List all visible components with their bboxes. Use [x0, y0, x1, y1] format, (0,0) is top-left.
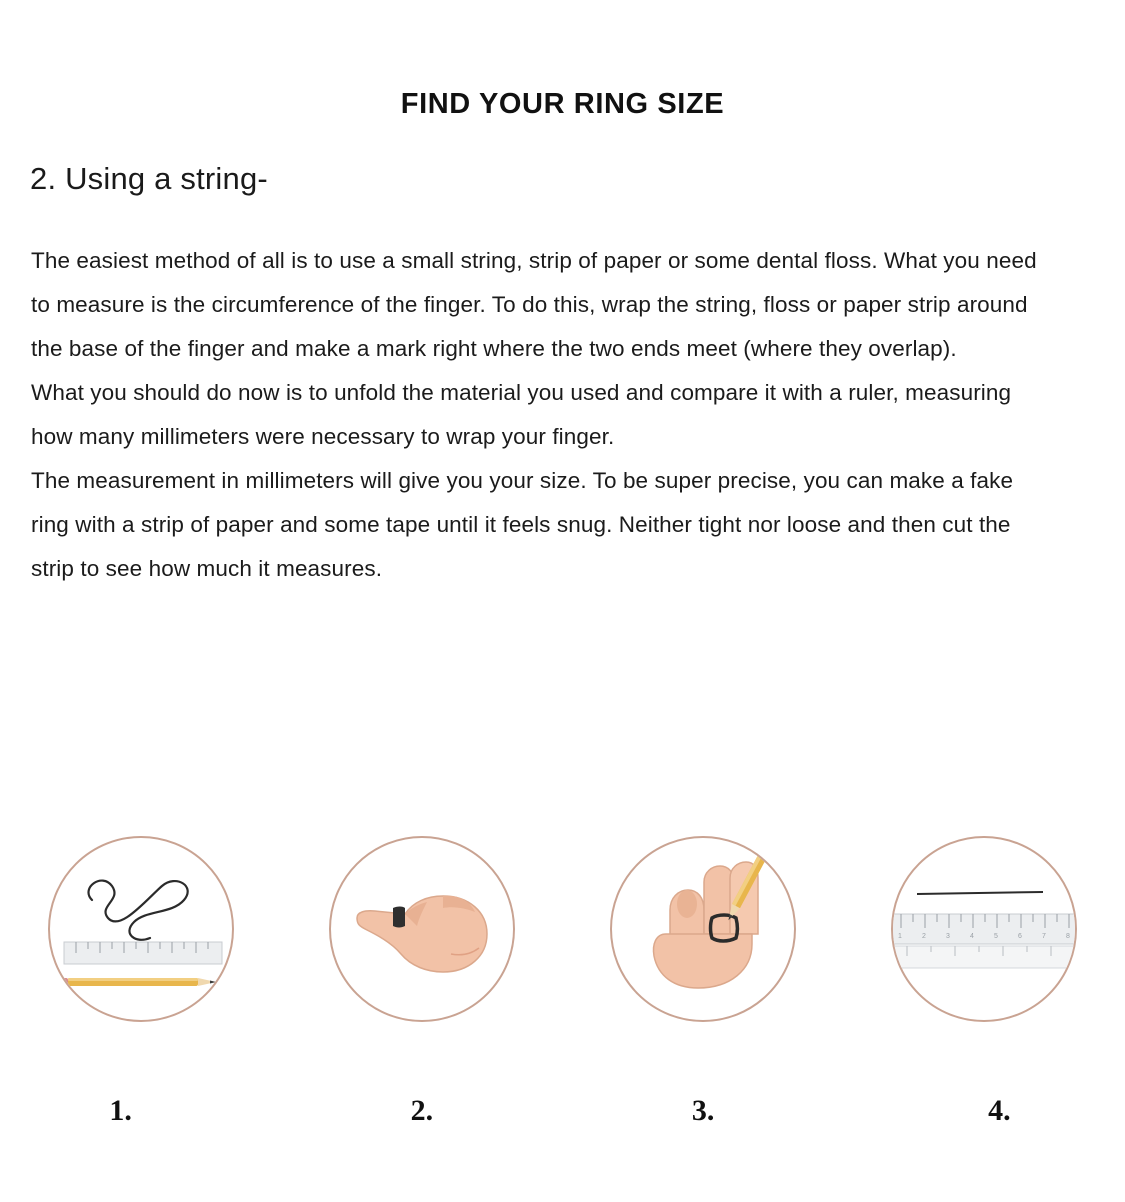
step-3-illustration — [610, 836, 796, 1022]
body-copy — [31, 239, 1055, 591]
step-4 — [884, 836, 1084, 1128]
step-3-number: 3. — [691, 1094, 715, 1127]
step-1-illustration — [48, 836, 234, 1022]
step-3 — [603, 836, 803, 1128]
step-2-illustration — [329, 836, 515, 1022]
svg-text:8: 8 — [1066, 933, 1071, 940]
paragraph-3: The measurement in millimeters will give you your size. To be super precise, you can make a fake ring with a strip of paper and some tape until it feels snug. Neither tight nor loose and then cut the strip to see how much it measures. — [31, 468, 1014, 581]
finger-marking-pencil-icon — [612, 838, 794, 1020]
svg-text:6: 6 — [1018, 933, 1023, 940]
string-ruler-pencil-icon — [50, 838, 232, 1020]
section-subtitle: 2. Using a string- — [30, 161, 268, 196]
svg-text:2: 2 — [922, 933, 927, 940]
steps-row — [0, 836, 1125, 1128]
hand-with-ring-icon — [331, 838, 513, 1020]
step-1-number: 1. — [109, 1094, 132, 1127]
paragraph-1: The easiest method of all is to use a small string, strip of paper or some dental floss. What you need to measure is the circumference of the finger. To do this, wrap the string, floss or paper strip around the base of the finger and make a mark right where the two ends meet (where they overlap). — [31, 248, 1037, 361]
ruler-measuring-strip-icon — [893, 838, 1075, 1020]
step-1 — [41, 836, 241, 1128]
paragraph-2: What you should do now is to unfold the material you used and compare it with a ruler, measuring how many millimeters were necessary to wrap your finger. — [31, 380, 1012, 449]
step-2-number: 2. — [410, 1094, 434, 1127]
svg-text:1: 1 — [898, 933, 903, 940]
ring-size-guide-page — [0, 88, 1125, 1202]
page-title: FIND YOUR RING SIZE — [400, 88, 725, 120]
svg-text:3: 3 — [946, 933, 951, 940]
svg-text:4: 4 — [970, 933, 975, 940]
step-4-illustration — [891, 836, 1077, 1022]
svg-text:5: 5 — [994, 933, 999, 940]
step-4-number: 4. — [988, 1094, 1011, 1127]
svg-text:7: 7 — [1042, 933, 1047, 940]
step-2 — [322, 836, 522, 1128]
